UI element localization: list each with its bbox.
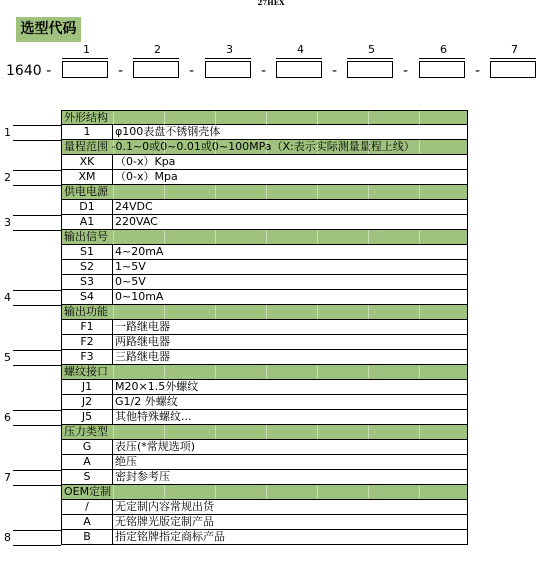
grid-line — [368, 485, 369, 499]
option-code: F2 — [62, 335, 113, 349]
option-code: S1 — [62, 245, 113, 259]
option-description: 一路继电器 — [115, 320, 170, 333]
grid-line — [419, 185, 420, 199]
section-header — [61, 185, 468, 200]
grid-line — [113, 230, 114, 244]
grid-line — [419, 485, 420, 499]
option-code: A — [62, 515, 113, 529]
position-rule — [62, 58, 108, 59]
section-title: 外形结构 — [64, 111, 108, 124]
position-rule — [419, 58, 465, 59]
code-input-box-1[interactable] — [62, 61, 108, 78]
grid-line — [419, 365, 420, 379]
grid-line — [317, 185, 318, 199]
section-header — [61, 485, 468, 500]
option-code: A1 — [62, 215, 113, 229]
option-description: 其他特殊螺纹... — [115, 410, 192, 423]
section-number-bracket — [13, 215, 61, 231]
grid-line — [419, 230, 420, 244]
option-description: 指定铭牌指定商标产品 — [115, 530, 225, 543]
grid-line — [164, 230, 165, 244]
grid-line — [164, 111, 165, 125]
option-row — [61, 440, 468, 455]
section-header — [61, 425, 468, 440]
option-code: J2 — [62, 395, 113, 409]
separator-dash: - — [332, 63, 338, 79]
grid-line — [215, 185, 216, 199]
position-number: 2 — [154, 43, 161, 56]
option-description: 1~5V — [115, 260, 146, 273]
option-row — [61, 215, 468, 230]
option-code: XM — [62, 170, 113, 184]
grid-line — [164, 185, 165, 199]
section-number-bracket — [13, 350, 61, 366]
option-row — [61, 320, 468, 335]
option-code: G — [62, 440, 113, 454]
option-row — [61, 155, 468, 170]
option-row — [61, 410, 468, 425]
grid-line — [266, 365, 267, 379]
separator-dash: - — [403, 63, 409, 79]
option-code: S — [62, 470, 113, 484]
option-code: S3 — [62, 275, 113, 289]
option-description: 0~5V — [115, 275, 146, 288]
position-number: 3 — [226, 43, 233, 56]
position-rule — [133, 58, 179, 59]
grid-line — [215, 140, 216, 154]
option-row — [61, 290, 468, 305]
option-row — [61, 395, 468, 410]
option-code: S4 — [62, 290, 113, 304]
option-row — [61, 515, 468, 530]
section-number: 7 — [4, 471, 11, 484]
grid-line — [317, 140, 318, 154]
separator-dash: - — [189, 63, 195, 79]
option-row — [61, 455, 468, 470]
section-header — [61, 305, 468, 320]
grid-line — [317, 485, 318, 499]
grid-line — [368, 365, 369, 379]
section-number-bracket — [13, 410, 61, 426]
code-input-box-7[interactable] — [490, 61, 536, 78]
option-row — [61, 275, 468, 290]
section-number-bracket — [13, 290, 61, 306]
section-title: 螺纹接口 — [64, 365, 108, 378]
position-number: 7 — [511, 43, 518, 56]
section-number: 6 — [4, 411, 11, 424]
grid-line — [317, 230, 318, 244]
option-code: XK — [62, 155, 113, 169]
option-description: 两路继电器 — [115, 335, 170, 348]
option-description: 24VDC — [115, 200, 153, 213]
grid-line — [215, 485, 216, 499]
option-description: 无定制内容常规出货 — [115, 500, 214, 513]
option-description: G1/2 外螺纹 — [115, 395, 178, 408]
option-code: / — [62, 500, 113, 514]
grid-line — [215, 365, 216, 379]
separator-dash: - — [475, 63, 481, 79]
grid-line — [368, 185, 369, 199]
grid-line — [368, 230, 369, 244]
section-title: OEM定制 — [64, 485, 112, 498]
option-description: 无铭牌光版定制产品 — [115, 515, 214, 528]
section-title: 供电电源 — [64, 185, 108, 198]
position-rule — [205, 58, 251, 59]
option-description: 表压(*常规选项) — [115, 440, 196, 453]
option-code: B — [62, 530, 113, 544]
section-number-bracket — [13, 125, 61, 141]
grid-line — [266, 185, 267, 199]
option-row — [61, 200, 468, 215]
position-rule — [276, 58, 322, 59]
position-number: 6 — [440, 43, 447, 56]
option-code: F1 — [62, 320, 113, 334]
option-code: J1 — [62, 380, 113, 394]
option-code: A — [62, 455, 113, 469]
grid-line — [419, 111, 420, 125]
grid-line — [266, 140, 267, 154]
option-row — [61, 350, 468, 365]
section-title: 输出信号 — [64, 230, 108, 243]
option-description: 0~10mA — [115, 290, 164, 303]
section-title: 量程范围 -0.1~0或0~0.01或0~100MPa（X:表示实际测量量程上线） — [64, 140, 415, 153]
option-code: F3 — [62, 350, 113, 364]
section-number-bracket — [13, 530, 61, 546]
selection-code-tag: 选型代码 — [16, 17, 81, 42]
grid-line — [113, 485, 114, 499]
grid-line — [113, 140, 114, 154]
code-input-box-4[interactable] — [276, 61, 322, 78]
grid-line — [317, 111, 318, 125]
grid-line — [317, 305, 318, 319]
option-description: 三路继电器 — [115, 350, 170, 363]
section-number-bracket — [13, 470, 61, 486]
grid-line — [266, 425, 267, 439]
position-rule — [347, 58, 393, 59]
grid-line — [368, 140, 369, 154]
position-rule — [490, 58, 536, 59]
grid-line — [419, 305, 420, 319]
header-caption: 27HEX — [257, 0, 285, 7]
grid-line — [215, 111, 216, 125]
grid-line — [266, 485, 267, 499]
grid-line — [419, 425, 420, 439]
option-code: S2 — [62, 260, 113, 274]
section-number: 8 — [4, 531, 11, 544]
grid-line — [215, 230, 216, 244]
code-input-box-2[interactable] — [133, 61, 179, 78]
option-row — [61, 260, 468, 275]
section-number-bracket — [13, 170, 61, 186]
option-code: D1 — [62, 200, 113, 214]
section-number: 1 — [4, 126, 11, 139]
grid-line — [317, 365, 318, 379]
grid-line — [266, 230, 267, 244]
option-description: φ100表盘不锈钢壳体 — [115, 125, 221, 138]
section-number: 4 — [4, 291, 11, 304]
option-row — [61, 380, 468, 395]
option-description: （0-x）Kpa — [115, 155, 176, 168]
section-number: 2 — [4, 171, 11, 184]
grid-line — [215, 425, 216, 439]
grid-line — [113, 305, 114, 319]
grid-line — [164, 485, 165, 499]
option-description: 220VAC — [115, 215, 158, 228]
option-row — [61, 530, 468, 545]
section-header — [61, 140, 468, 155]
section-header — [61, 110, 468, 125]
grid-line — [164, 365, 165, 379]
option-row — [61, 125, 468, 140]
option-code: J5 — [62, 410, 113, 424]
grid-line — [164, 305, 165, 319]
option-description: 绝压 — [115, 455, 137, 468]
option-row — [61, 335, 468, 350]
code-input-box-3[interactable] — [205, 61, 251, 78]
section-header — [61, 365, 468, 380]
option-row — [61, 500, 468, 515]
grid-line — [266, 305, 267, 319]
section-number: 3 — [4, 216, 11, 229]
option-description: 密封参考压 — [115, 470, 170, 483]
separator-dash: - — [118, 63, 124, 79]
grid-line — [317, 425, 318, 439]
separator-dash: - — [261, 63, 267, 79]
position-number: 4 — [297, 43, 304, 56]
grid-line — [113, 185, 114, 199]
model-prefix: 1640 - — [6, 63, 52, 79]
section-header — [61, 230, 468, 245]
section-number: 5 — [4, 351, 11, 364]
section-title: 压力类型 — [64, 425, 108, 438]
grid-line — [113, 365, 114, 379]
grid-line — [368, 305, 369, 319]
grid-line — [113, 425, 114, 439]
grid-line — [215, 305, 216, 319]
option-description: （0-x）Mpa — [115, 170, 178, 183]
option-row — [61, 170, 468, 185]
code-input-box-6[interactable] — [419, 61, 465, 78]
grid-line — [113, 111, 114, 125]
position-number: 1 — [83, 43, 90, 56]
option-code: 1 — [62, 125, 113, 139]
option-row — [61, 470, 468, 485]
grid-line — [419, 140, 420, 154]
selection-table — [61, 110, 468, 545]
grid-line — [164, 425, 165, 439]
position-number: 5 — [368, 43, 375, 56]
option-description: M20×1.5外螺纹 — [115, 380, 199, 393]
grid-line — [368, 425, 369, 439]
code-input-box-5[interactable] — [347, 61, 393, 78]
grid-line — [164, 140, 165, 154]
grid-line — [266, 111, 267, 125]
option-row — [61, 245, 468, 260]
option-description: 4~20mA — [115, 245, 164, 258]
grid-line — [368, 111, 369, 125]
section-title: 输出功能 — [64, 305, 108, 318]
